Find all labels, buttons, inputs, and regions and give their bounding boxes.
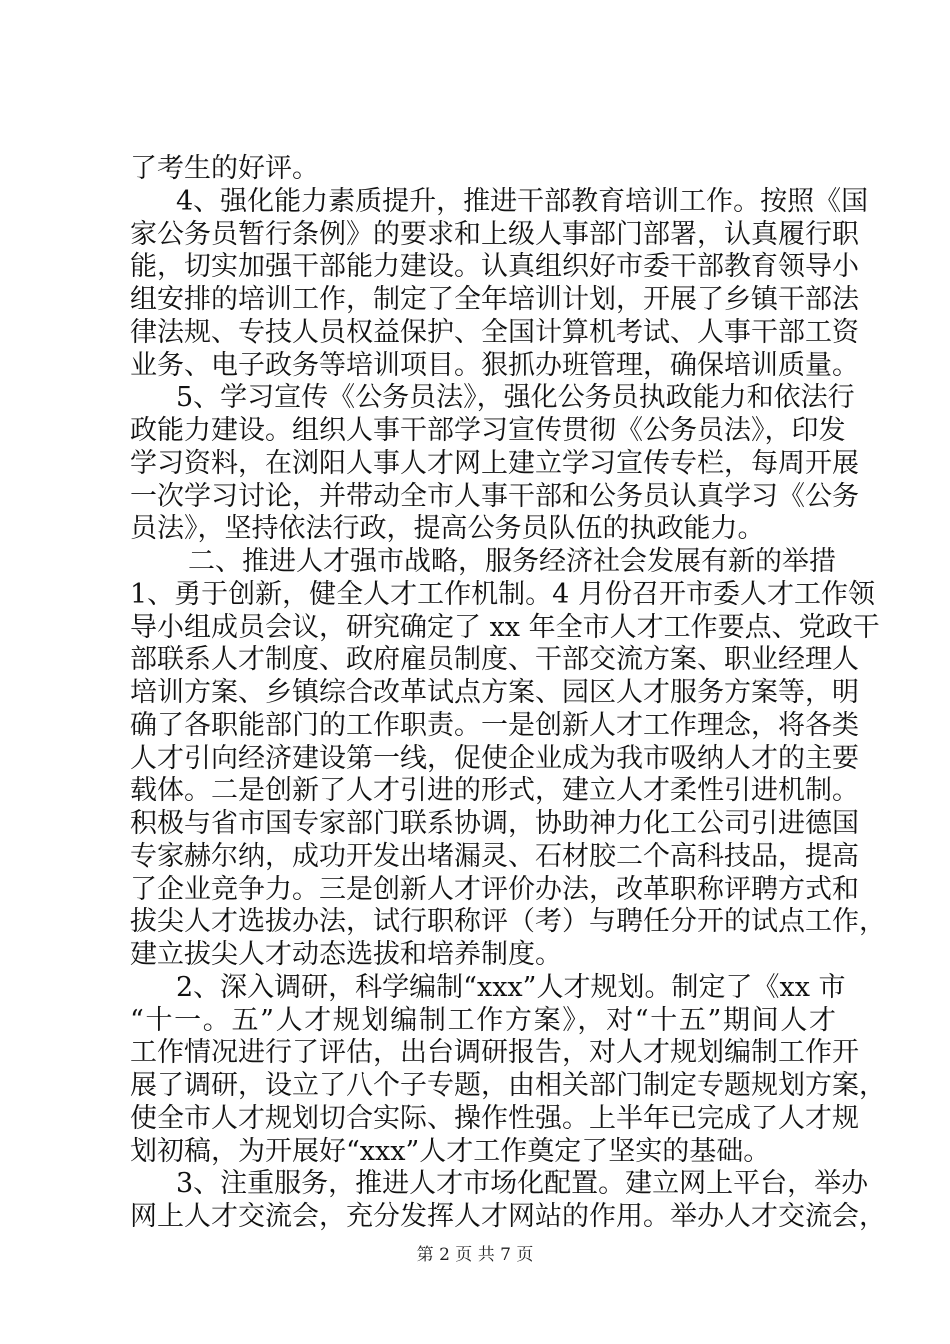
text-line: 家公务员暂行条例》的要求和上级人事部门部署，认真履行职 xyxy=(130,219,859,250)
text-line: 培训方案、乡镇综合改革试点方案、园区人才服务方案等，明 xyxy=(130,677,859,708)
text-line: “十一。五”人才规划编制工作方案》，对“十五”期间人才 xyxy=(130,1005,836,1036)
text-line: 人才引向经济建设第一线，促使企业成为我市吸纳人才的主要 xyxy=(130,743,859,774)
text-line: 政能力建设。组织人事干部学习宣传贯彻《公务员法》，印发 xyxy=(130,415,846,446)
text-line: 拔尖人才选拔办法，试行职称评（考）与聘任分开的试点工作， xyxy=(130,906,886,937)
text-line: 建立拔尖人才动态选拔和培养制度。 xyxy=(130,939,562,970)
text-line: 使全市人才规划切合实际、操作性强。上半年已完成了人才规 xyxy=(130,1103,859,1134)
text-line: 专家赫尔纳，成功开发出堵漏灵、石材胶二个高科技品，提高 xyxy=(130,841,859,872)
text-line: 5、学习宣传《公务员法》，强化公务员执政能力和依法行 xyxy=(176,382,855,413)
text-line: 1、勇于创新，健全人才工作机制。4 月份召开市委人才工作领 xyxy=(130,579,875,610)
text-line: 积极与省市国专家部门联系协调，协助神力化工公司引进德国 xyxy=(130,808,859,839)
section-heading: 二、推进人才强市战略，服务经济社会发展有新的举措 xyxy=(188,546,836,577)
page-number-footer: 第 2 页 共 7 页 xyxy=(416,1245,534,1265)
text-line: 员法》，坚持依法行政，提高公务员队伍的执政能力。 xyxy=(130,513,765,544)
text-line: 工作情况进行了评估，出台调研报告，对人才规划编制工作开 xyxy=(130,1037,859,1068)
text-line: 网上人才交流会，充分发挥人才网站的作用。举办人才交流会， xyxy=(130,1201,886,1232)
text-line: 划初稿，为开展好“xxx”人才工作奠定了坚实的基础。 xyxy=(130,1136,771,1167)
text-line: 一次学习讨论，并带动全市人事干部和公务员认真学习《公务 xyxy=(130,481,859,512)
text-line: 展了调研，设立了八个子专题，由相关部门制定专题规划方案， xyxy=(130,1070,886,1101)
text-line: 4、强化能力素质提升，推进干部教育培训工作。按照《国 xyxy=(176,186,869,217)
text-line: 导小组成员会议，研究确定了 xx 年全市人才工作要点、党政干 xyxy=(130,612,880,643)
text-line: 律法规、专技人员权益保护、全国计算机考试、人事干部工资 xyxy=(130,317,859,348)
text-line: 载体。二是创新了人才引进的形式，建立人才柔性引进机制。 xyxy=(130,775,859,806)
text-line: 3、注重服务，推进人才市场化配置。建立网上平台，举办 xyxy=(176,1168,869,1199)
text-line: 学习资料，在浏阳人事人才网上建立学习宣传专栏，每周开展 xyxy=(130,448,859,479)
text-line: 2、深入调研，科学编制“xxx”人才规划。制定了《xx 市 xyxy=(176,972,846,1003)
text-line: 能，切实加强干部能力建设。认真组织好市委干部教育领导小 xyxy=(130,251,859,282)
text-line: 组安排的培训工作，制定了全年培训计划，开展了乡镇干部法 xyxy=(130,284,859,315)
text-line: 确了各职能部门的工作职责。一是创新人才工作理念，将各类 xyxy=(130,710,859,741)
text-line: 了考生的好评。 xyxy=(130,153,319,184)
text-line: 部联系人才制度、政府雇员制度、干部交流方案、职业经理人 xyxy=(130,644,859,675)
text-line: 了企业竞争力。三是创新人才评价办法，改革职称评聘方式和 xyxy=(130,874,859,905)
text-line: 业务、电子政务等培训项目。狠抓办班管理，确保培训质量。 xyxy=(130,350,859,381)
